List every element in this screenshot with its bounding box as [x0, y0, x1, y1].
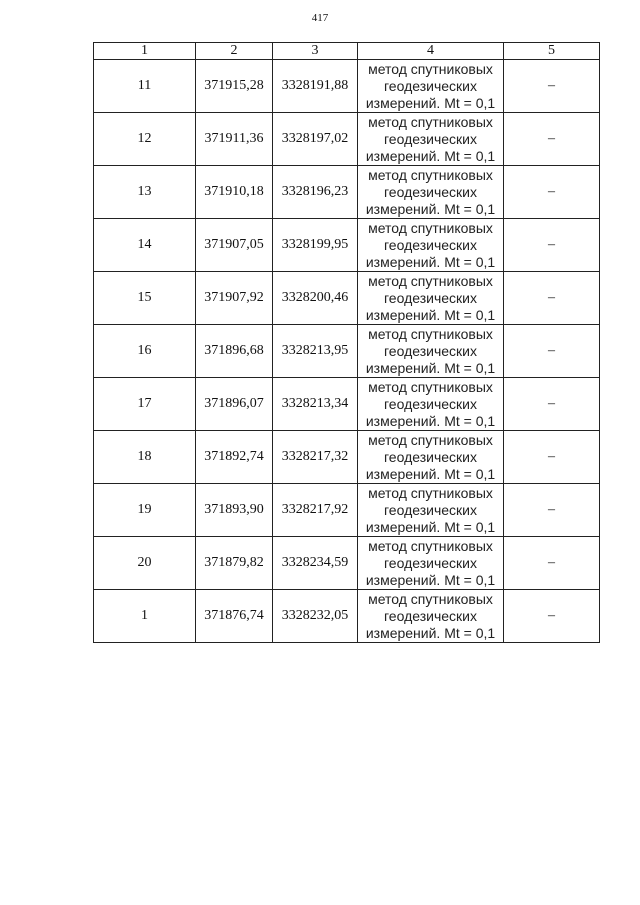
coordinate-y: 3328196,23 [273, 166, 358, 219]
note: – [504, 484, 600, 537]
note: – [504, 60, 600, 113]
point-number: 17 [94, 378, 196, 431]
table-row [94, 219, 600, 272]
column-header-1: 1 [94, 43, 196, 60]
method-description: метод спутниковых геодезических измерений. Mt = 0,1 [358, 219, 504, 272]
coordinate-y: 3328217,32 [273, 431, 358, 484]
coordinate-y: 3328213,34 [273, 378, 358, 431]
page-number: 417 [311, 12, 329, 24]
note: – [504, 219, 600, 272]
table-row [94, 590, 600, 643]
coordinate-x: 371892,74 [196, 431, 273, 484]
note: – [504, 378, 600, 431]
coordinate-y: 3328232,05 [273, 590, 358, 643]
method-description: метод спутниковых геодезических измерений. Mt = 0,1 [358, 166, 504, 219]
note: – [504, 166, 600, 219]
table-row [94, 537, 600, 590]
coordinate-y: 3328191,88 [273, 60, 358, 113]
coordinate-x: 371915,28 [196, 60, 273, 113]
method-description: метод спутниковых геодезических измерений. Mt = 0,1 [358, 431, 504, 484]
coordinate-x: 371911,36 [196, 113, 273, 166]
point-number: 18 [94, 431, 196, 484]
table-body [94, 60, 600, 643]
column-header-4: 4 [358, 43, 504, 60]
note: – [504, 537, 600, 590]
table-header-row [94, 43, 600, 60]
coordinate-y: 3328200,46 [273, 272, 358, 325]
note: – [504, 113, 600, 166]
table-row [94, 378, 600, 431]
table-row [94, 113, 600, 166]
note: – [504, 272, 600, 325]
table-row [94, 484, 600, 537]
point-number: 14 [94, 219, 196, 272]
method-description: метод спутниковых геодезических измерений. Mt = 0,1 [358, 272, 504, 325]
point-number: 20 [94, 537, 196, 590]
note: – [504, 325, 600, 378]
point-number: 12 [94, 113, 196, 166]
point-number: 1 [94, 590, 196, 643]
coordinate-x: 371876,74 [196, 590, 273, 643]
coordinate-x: 371896,07 [196, 378, 273, 431]
coordinate-x: 371896,68 [196, 325, 273, 378]
point-number: 13 [94, 166, 196, 219]
coordinate-x: 371910,18 [196, 166, 273, 219]
method-description: метод спутниковых геодезических измерений. Mt = 0,1 [358, 590, 504, 643]
coordinate-y: 3328213,95 [273, 325, 358, 378]
coordinate-y: 3328199,95 [273, 219, 358, 272]
coordinates-table [93, 42, 600, 643]
table-row [94, 60, 600, 113]
column-header-3: 3 [273, 43, 358, 60]
note: – [504, 590, 600, 643]
coordinate-y: 3328197,02 [273, 113, 358, 166]
method-description: метод спутниковых геодезических измерений. Mt = 0,1 [358, 537, 504, 590]
method-description: метод спутниковых геодезических измерений. Mt = 0,1 [358, 378, 504, 431]
point-number: 19 [94, 484, 196, 537]
method-description: метод спутниковых геодезических измерений. Mt = 0,1 [358, 484, 504, 537]
coordinate-x: 371907,92 [196, 272, 273, 325]
coordinate-y: 3328234,59 [273, 537, 358, 590]
method-description: метод спутниковых геодезических измерений. Mt = 0,1 [358, 325, 504, 378]
point-number: 11 [94, 60, 196, 113]
table-row [94, 166, 600, 219]
point-number: 15 [94, 272, 196, 325]
table-row [94, 325, 600, 378]
coordinate-x: 371893,90 [196, 484, 273, 537]
column-header-5: 5 [504, 43, 600, 60]
table-row [94, 272, 600, 325]
method-description: метод спутниковых геодезических измерений. Mt = 0,1 [358, 113, 504, 166]
coordinate-y: 3328217,92 [273, 484, 358, 537]
column-header-2: 2 [196, 43, 273, 60]
point-number: 16 [94, 325, 196, 378]
coordinate-x: 371907,05 [196, 219, 273, 272]
note: – [504, 431, 600, 484]
coordinate-x: 371879,82 [196, 537, 273, 590]
method-description: метод спутниковых геодезических измерений. Mt = 0,1 [358, 60, 504, 113]
table-row [94, 431, 600, 484]
